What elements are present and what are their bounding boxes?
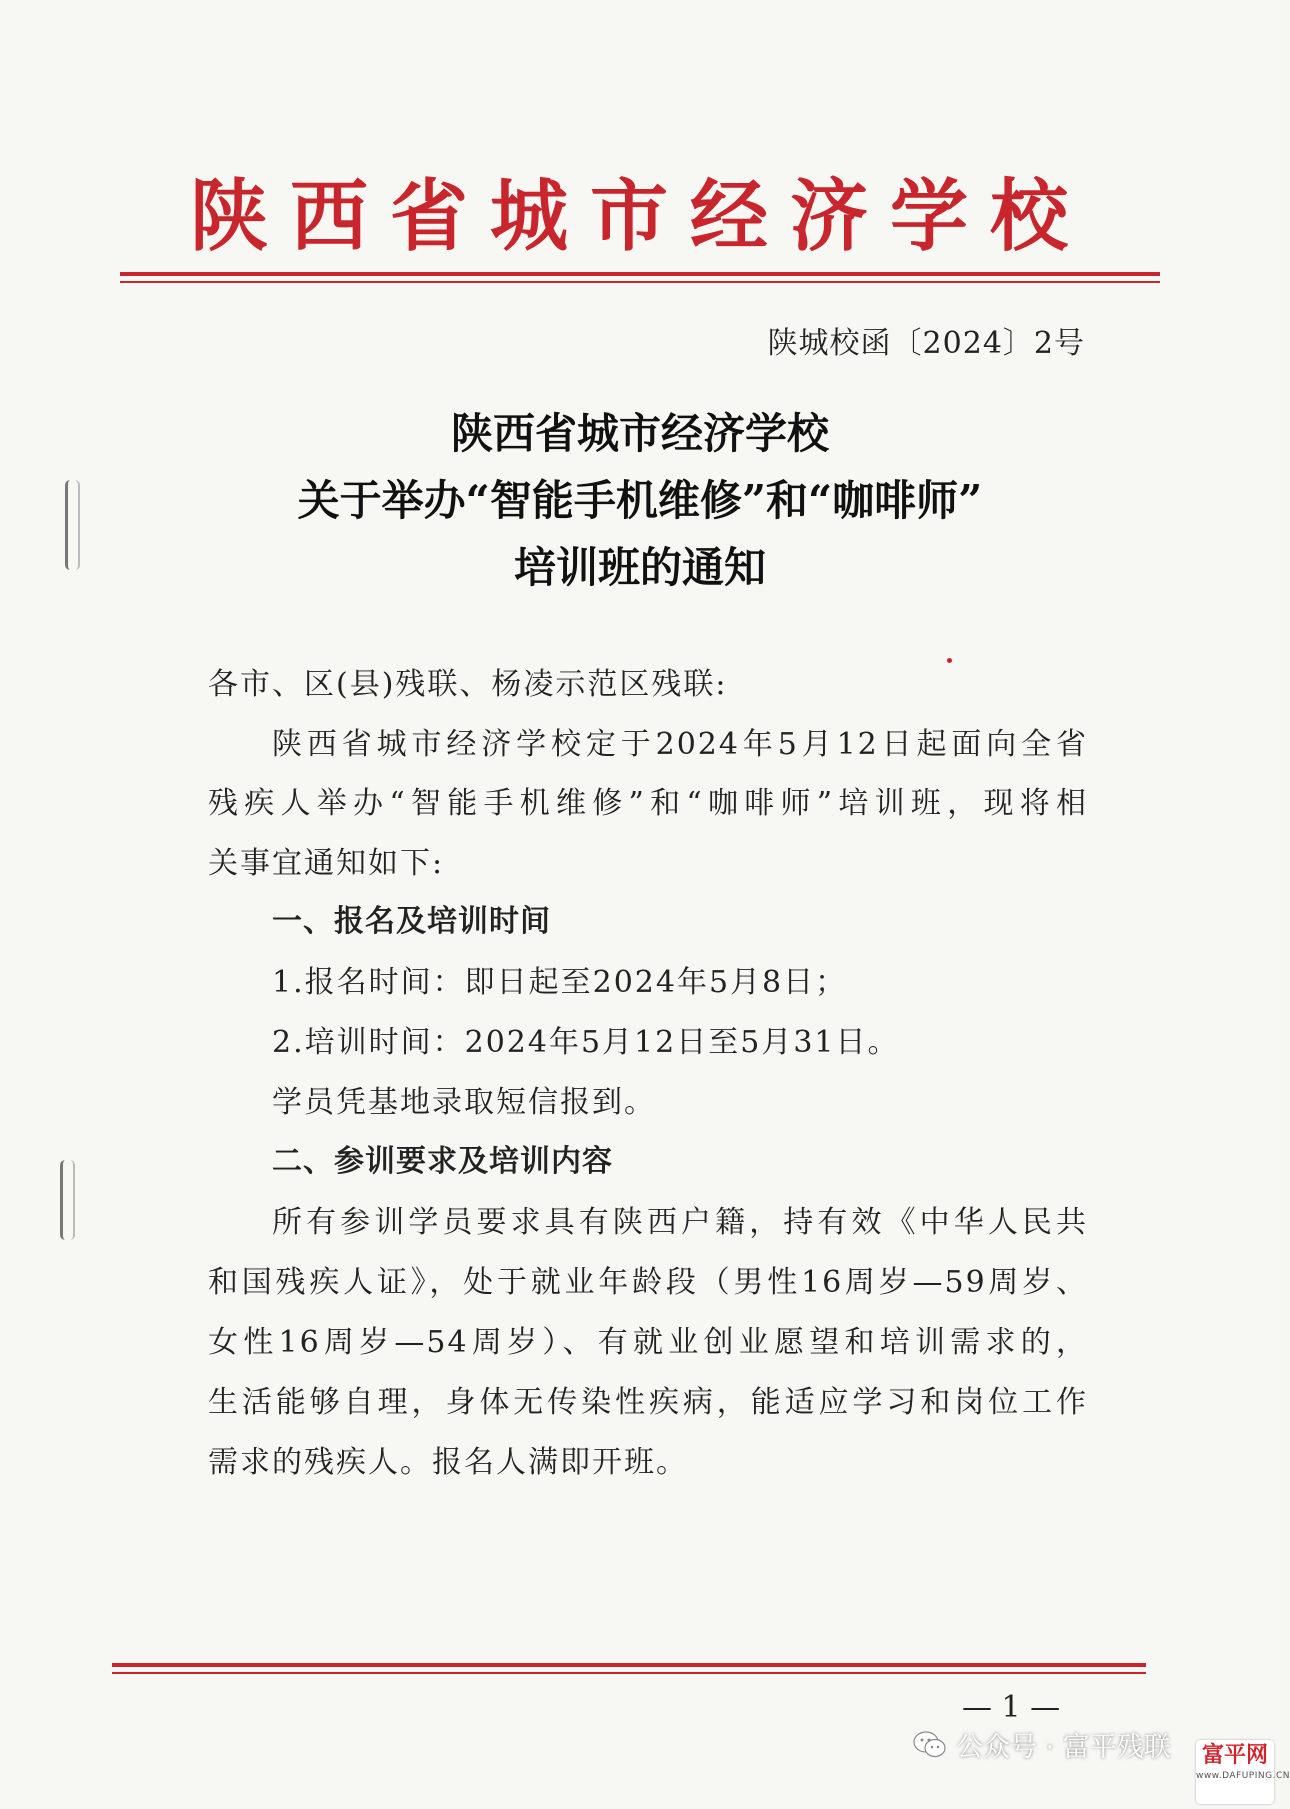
site-logo-text: 富平网 — [1201, 1743, 1268, 1768]
page-number: — 1 — — [962, 1690, 1061, 1725]
requirements-line-1: 所有参训学员要求具有陕西户籍，持有效《中华人民共 — [272, 1205, 1088, 1240]
letterhead-rule-thick — [120, 272, 1160, 276]
title-line-3: 培训班的通知 — [513, 543, 766, 592]
salutation: 各市、区(县)残联、杨凌示范区残联: — [208, 667, 728, 702]
requirements-line-2: 和国残疾人证》，处于就业年龄段（男性16周岁—59周岁、 — [208, 1265, 1088, 1300]
site-logo-url: www.DAFUPING.CN — [1196, 1771, 1290, 1782]
intro-line-2: 残疾人举办“智能手机维修”和“咖啡师”培训班，现将相 — [208, 786, 1088, 821]
watermark — [912, 1725, 1171, 1764]
document-number: 陕城校函〔2024〕2号 — [767, 326, 1085, 361]
intro-line-1: 陕西省城市经济学校定于2024年5月12日起面向全省 — [272, 727, 1088, 762]
binding-mark-middle — [60, 1160, 75, 1240]
watermark-text: 公众号 · 富平残联 — [956, 1732, 1171, 1763]
footer-rule-thick — [112, 1663, 1146, 1667]
requirements-line-4: 生活能够自理，身体无传染性疾病，能适应学习和岗位工作 — [208, 1385, 1088, 1420]
training-time: 2.培训时间：2024年5月12日至5月31日。 — [272, 1025, 900, 1060]
wechat-icon — [912, 1730, 948, 1760]
title-line-2: 关于举办“智能手机维修”和“咖啡师” — [297, 476, 983, 525]
requirements-line-5: 需求的残疾人。报名人满即开班。 — [208, 1445, 688, 1480]
check-in-note: 学员凭基地录取短信报到。 — [272, 1085, 656, 1120]
registration-time: 1.报名时间：即日起至2024年5月8日； — [272, 965, 848, 1000]
intro-line-3: 关事宜通知如下: — [208, 846, 445, 881]
section-1-heading: 一、报名及培训时间 — [272, 904, 551, 939]
ink-dot — [947, 658, 952, 663]
letterhead-rule-thin — [120, 281, 1160, 283]
title-line-1: 陕西省城市经济学校 — [450, 409, 829, 458]
footer-rule-thin — [112, 1672, 1146, 1674]
letterhead-org-name: 陕西省城市经济学校 — [189, 171, 1090, 262]
requirements-line-3: 女性16周岁—54周岁）、有就业创业愿望和培训需求的， — [208, 1325, 1088, 1360]
site-logo — [1196, 1740, 1290, 1804]
section-2-heading: 二、参训要求及培训内容 — [272, 1144, 613, 1179]
